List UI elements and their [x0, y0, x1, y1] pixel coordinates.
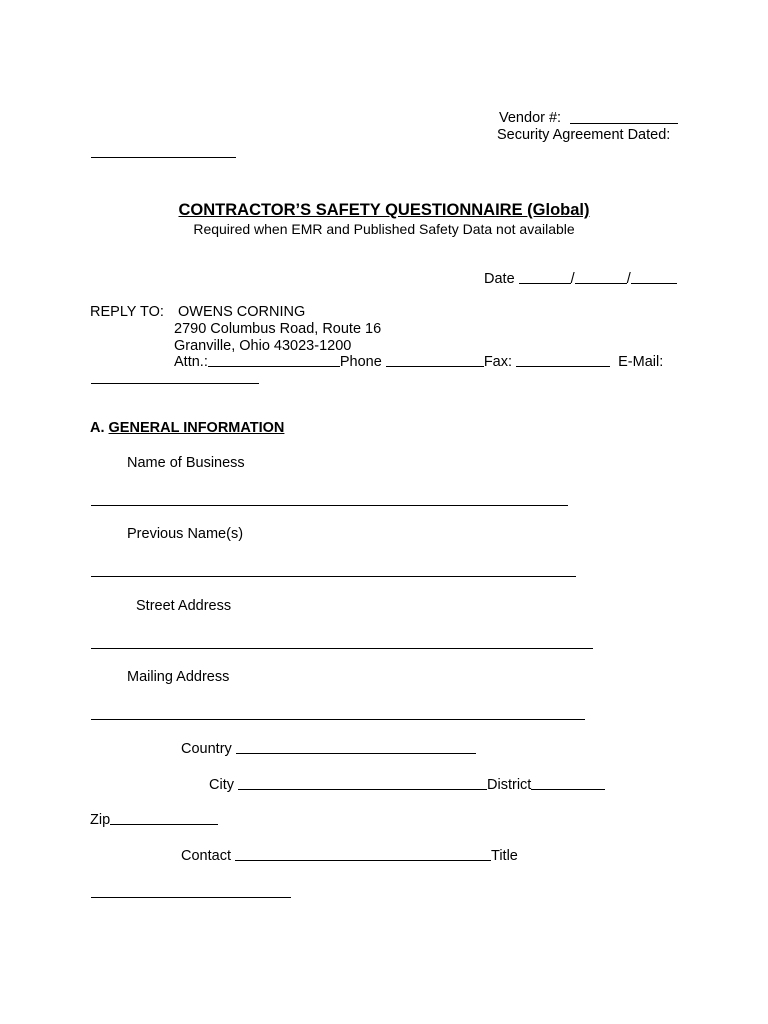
name-of-business-blank[interactable] — [91, 505, 568, 506]
country-label: Country — [181, 741, 232, 757]
reply-to-contact-line — [174, 353, 663, 371]
date-day-blank[interactable] — [575, 283, 627, 284]
contact-label: Contact — [181, 848, 231, 864]
date-field — [484, 270, 677, 288]
vendor-number-blank[interactable] — [570, 123, 678, 124]
reply-to-label: REPLY TO: — [90, 304, 164, 320]
security-agreement-date-blank[interactable] — [91, 157, 236, 158]
security-agreement-label: Security Agreement Dated: — [497, 127, 671, 143]
contact-blank[interactable] — [235, 860, 491, 861]
section-a-header — [90, 419, 284, 437]
email-blank[interactable] — [91, 383, 259, 384]
country-blank[interactable] — [236, 753, 476, 754]
city-blank[interactable] — [238, 789, 487, 790]
previous-names-blank[interactable] — [91, 576, 576, 577]
zip-label: Zip — [90, 812, 111, 828]
phone-blank[interactable] — [386, 366, 484, 367]
phone-label: Phone — [339, 354, 382, 370]
reply-to-company: OWENS CORNING — [178, 304, 306, 320]
name-of-business-label: Name of Business — [127, 455, 245, 471]
date-year-blank[interactable] — [631, 283, 677, 284]
reply-to-address-line-2: Granville, Ohio 43023-1200 — [174, 338, 352, 354]
date-month-blank[interactable] — [519, 283, 571, 284]
date-separator: / — [626, 271, 631, 287]
form-title: CONTRACTOR’S SAFETY QUESTIONNAIRE (Global) — [178, 201, 590, 219]
zip-field — [90, 811, 218, 829]
mailing-address-label: Mailing Address — [127, 669, 230, 685]
attn-label: Attn.: — [174, 354, 208, 370]
reply-to-address-line-1: 2790 Columbus Road, Route 16 — [174, 321, 382, 337]
vendor-number-label: Vendor #: — [499, 110, 562, 126]
street-address-blank[interactable] — [91, 648, 593, 649]
district-blank[interactable] — [531, 789, 605, 790]
district-label: District — [487, 777, 532, 793]
country-field — [181, 740, 476, 758]
title-blank[interactable] — [91, 897, 291, 898]
section-a-heading: GENERAL INFORMATION — [108, 420, 285, 436]
mailing-address-blank[interactable] — [91, 719, 585, 720]
previous-names-label: Previous Name(s) — [127, 526, 244, 542]
fax-label: Fax: — [483, 354, 513, 370]
fax-blank[interactable] — [516, 366, 610, 367]
email-label: E-Mail: — [618, 354, 664, 370]
vendor-number-field — [499, 109, 561, 127]
section-a-letter: A. — [90, 420, 105, 436]
attn-blank[interactable] — [208, 366, 340, 367]
title-label: Title — [491, 848, 518, 864]
city-label: City — [209, 777, 234, 793]
date-separator: / — [570, 271, 575, 287]
contact-title-field — [181, 847, 518, 865]
zip-blank[interactable] — [110, 824, 218, 825]
form-subtitle: Required when EMR and Published Safety Data not available — [193, 221, 575, 237]
date-label: Date — [484, 271, 515, 287]
city-district-field — [209, 776, 605, 794]
street-address-label: Street Address — [136, 598, 232, 614]
